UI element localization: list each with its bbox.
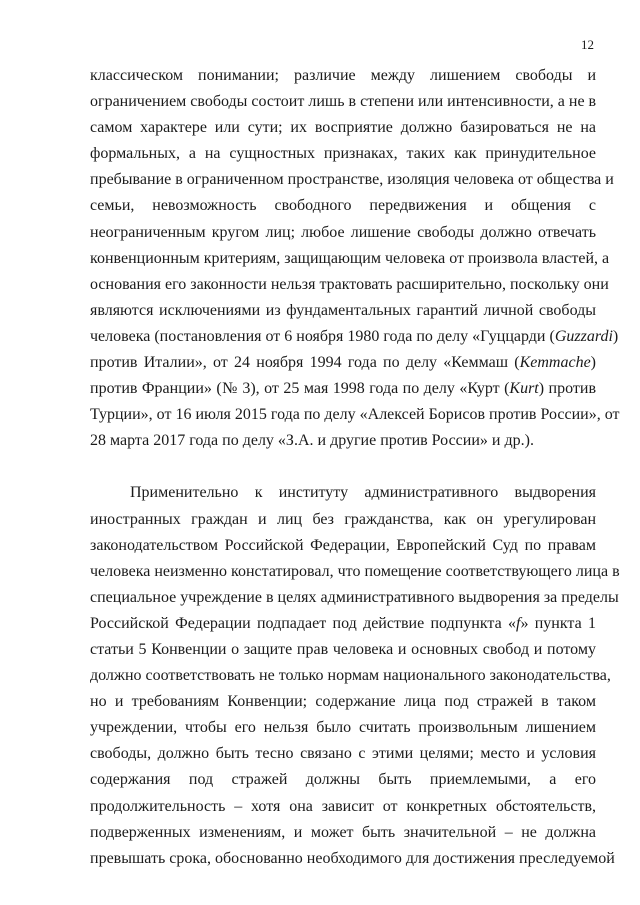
text-line: свободы, должно быть тесно связано с этими целями; место и условия — [90, 745, 596, 763]
italic-case-name: f — [515, 614, 521, 632]
text-line: человека (постановления от 6 ноября 1980 года по делу «Гуццарди (Guzzardi) — [90, 327, 619, 345]
text-line: содержания под стражей должны быть приемлемыми, а его — [90, 771, 596, 789]
text-line: Применительно к институту административного выдворения — [130, 484, 596, 502]
page-number: 12 — [581, 37, 594, 52]
text-line: являются исключениями из фундаментальных гарантий личной свободы — [90, 301, 596, 319]
text-line: против Италии», от 24 ноября 1994 года по делу «Кеммаш (Kemmache) — [90, 354, 596, 372]
text-line: человека неизменно констатировал, что помещение соответствующего лица в — [90, 562, 620, 580]
text-line: пребывание в ограниченном пространстве, изоляция человека от общества и — [90, 171, 614, 189]
text-line: основания его законности нельзя трактовать расширительно, поскольку они — [90, 275, 609, 293]
text-line: формальных, а на сущностных признаках, таких как принудительное — [90, 145, 596, 163]
text-line: ограничением свободы состоит лишь в степени или интенсивности, а не в — [90, 93, 597, 111]
text-line: но и требованиям Конвенции; содержание лица под стражей в таком — [90, 693, 596, 711]
text-line: учреждении, чтобы его нельзя было считать произвольным лишением — [90, 719, 596, 737]
text-line: классическом понимании; различие между лишением свободы и — [90, 67, 596, 84]
paragraph-gap — [90, 454, 596, 480]
text-line: неограниченным кругом лиц; любое лишение свободы должно отвечать — [90, 223, 596, 241]
text-line: Российской Федерации подпадает под действие подпункта «f» пункта 1 — [90, 614, 596, 632]
italic-case-name: Kurt — [509, 380, 539, 398]
text-line: иностранных граждан и лиц без гражданства, как он урегулирован — [90, 510, 596, 528]
italic-case-name: Kemmache — [519, 354, 591, 372]
italic-case-name: Guzzardi — [554, 327, 613, 345]
text-line: законодательством Российской Федерации, Европейский Суд по правам — [90, 536, 596, 554]
text-line: подверженных изменениям, и может быть значительной – не должна — [90, 823, 596, 841]
text-line: семьи, невозможность свободного передвижения и общения с — [90, 197, 596, 215]
text-line: конвенционным критериям, защищающим человека от произвола властей, а — [90, 249, 610, 267]
text-line: превышать срока, обоснованно необходимого для достижения преследуемой — [90, 849, 615, 867]
text-line: продолжительность – хотя она зависит от конкретных обстоятельств, — [90, 797, 596, 815]
text-line: Турции», от 16 июля 2015 года по делу «Алексей Борисов против России», от — [90, 406, 620, 424]
text-line: должно соответствовать не только нормам национального законодательства, — [90, 667, 611, 685]
text-line: против Франции» (№ 3), от 25 мая 1998 года по делу «Курт (Kurt) против — [90, 380, 596, 398]
text-line: статьи 5 Конвенции о защите прав человека и основных свобод и потому — [90, 640, 596, 658]
body-text — [90, 63, 620, 872]
text-line: 28 марта 2017 года по делу «З.А. и другие против России» и др.). — [90, 432, 534, 450]
text-line: специальное учреждение в целях административного выдворения за пределы — [90, 588, 619, 606]
paragraph — [90, 63, 620, 454]
text-line: самом характере или сути; их восприятие должно базироваться не на — [90, 119, 596, 137]
paragraph — [90, 480, 620, 871]
